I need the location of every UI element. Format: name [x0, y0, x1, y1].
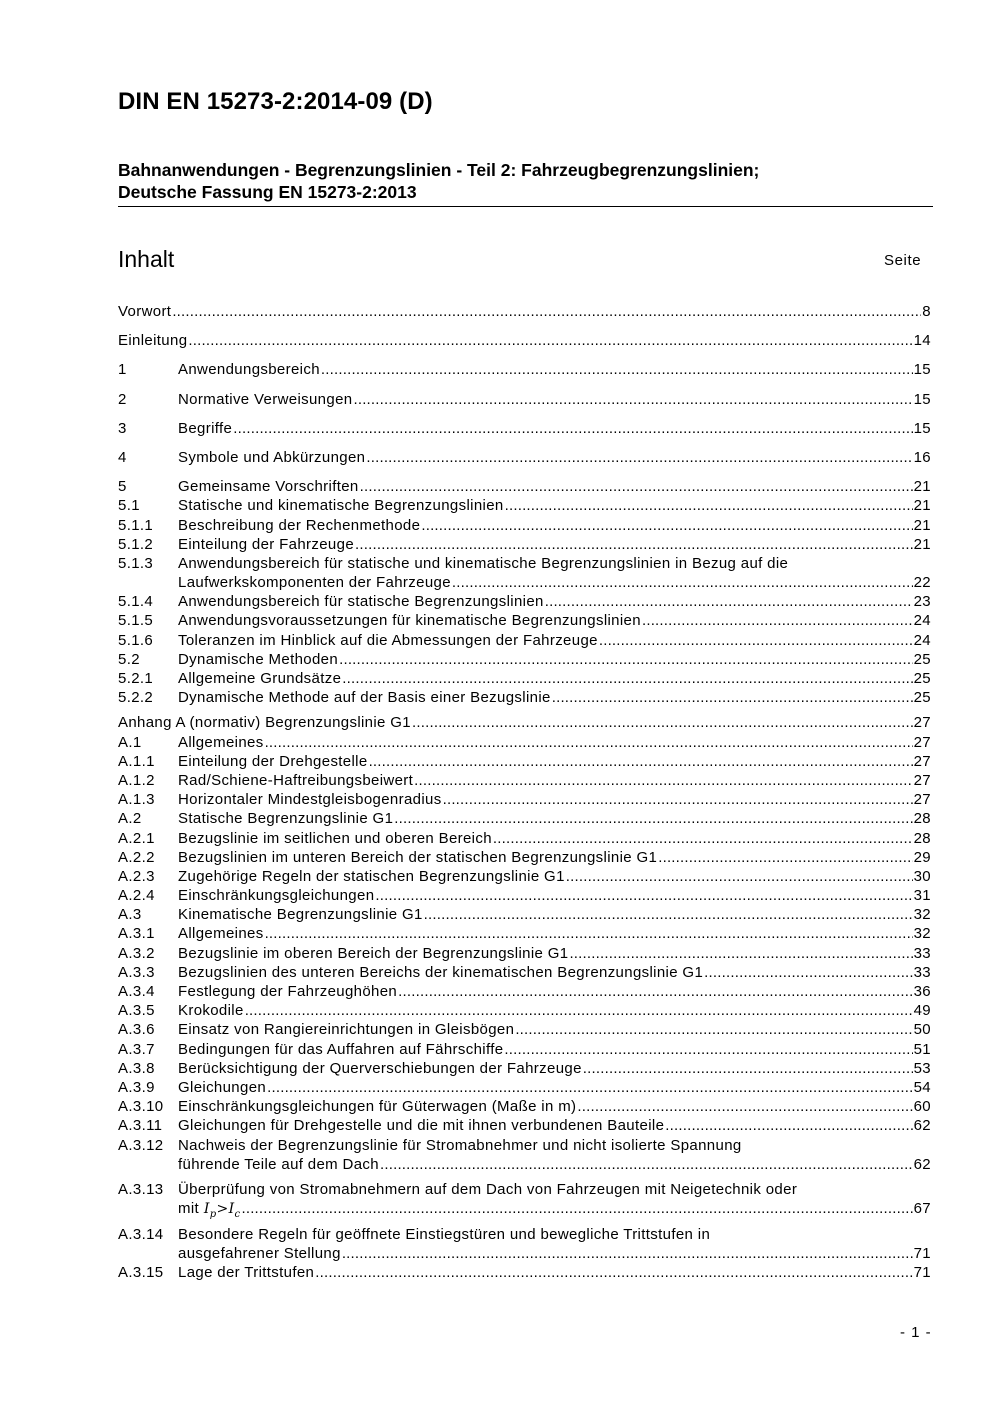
- toc-entry-title[interactable]: Lage der Trittstufen: [178, 1264, 315, 1282]
- document-subtitle: [118, 159, 933, 203]
- toc-leader-dots: [443, 790, 913, 809]
- toc-leader-dots: [658, 848, 912, 867]
- toc-entry-number: A.3.13: [118, 1180, 164, 1198]
- toc-entry-number: A.3.1: [118, 925, 155, 943]
- toc-entry-page: 28: [913, 810, 931, 828]
- subtitle-line-2: Deutsche Fassung EN 15273-2:2013: [118, 182, 417, 202]
- toc-entry-number: A.2.4: [118, 887, 155, 905]
- toc-entry-title[interactable]: Symbole und Abkürzungen: [178, 448, 366, 466]
- toc-entry-title[interactable]: Rad/Schiene-Haftreibungsbeiwert: [178, 771, 414, 789]
- toc-entry-title[interactable]: Statische Begrenzungslinie G1: [178, 810, 394, 828]
- toc-leader-dots: [394, 809, 912, 828]
- toc-entry-page: 15: [913, 390, 931, 408]
- toc-entry-title-continuation[interactable]: [118, 1199, 240, 1224]
- toc-leader-dots: [504, 1040, 912, 1059]
- toc-entry-title[interactable]: Einteilung der Drehgestelle: [178, 752, 368, 770]
- toc-heading: Inhalt: [118, 246, 175, 272]
- toc-entry[interactable]: [118, 688, 931, 707]
- toc-entry-page: 71: [913, 1264, 931, 1282]
- toc-entry-title[interactable]: Statische und kinematische Begrenzungslinien: [178, 497, 504, 515]
- toc-entry-continuation[interactable]: [118, 1244, 931, 1263]
- toc-entry-number: 5.1.3: [118, 554, 154, 572]
- toc-leader-dots: [339, 650, 913, 669]
- toc-entry[interactable]: [118, 535, 931, 554]
- toc-entry[interactable]: [118, 1263, 931, 1282]
- toc-leader-dots: [515, 1020, 912, 1039]
- math-rhs-sub: c: [234, 1208, 241, 1220]
- toc-entry-page: 24: [913, 612, 931, 630]
- toc-entry-page: 15: [913, 361, 931, 379]
- toc-leader-dots: [342, 1244, 913, 1263]
- toc-entry[interactable]: [118, 752, 931, 771]
- toc-entry-title[interactable]: Nachweis der Begrenzungslinie für Stromabnehmer und nicht isolierte Spannung: [178, 1136, 742, 1154]
- toc-leader-dots: [569, 944, 912, 963]
- toc-entry[interactable]: [118, 1116, 931, 1135]
- toc-entry-number: 5: [118, 478, 127, 496]
- toc-entry-title[interactable]: Anwendungsbereich für statische Begrenzungslinien: [178, 593, 544, 611]
- toc-leader-dots: [172, 302, 921, 321]
- toc-entry-title-continuation[interactable]: [118, 1244, 341, 1263]
- toc-entry-page: 53: [913, 1059, 931, 1077]
- toc-entry-title[interactable]: Dynamische Methoden: [178, 650, 339, 668]
- toc-entry-page: 24: [913, 631, 931, 649]
- toc-entry-page: 67: [913, 1200, 931, 1218]
- toc-entry-page: 62: [913, 1117, 931, 1135]
- toc-entry-title[interactable]: Berücksichtigung der Querverschiebungen der Fahrzeuge: [178, 1059, 582, 1077]
- continuation-text: führende Teile auf dem Dach: [178, 1155, 379, 1173]
- toc-entry-title[interactable]: Allgemeine Grundsätze: [178, 670, 342, 687]
- toc-entry[interactable]: [118, 809, 931, 828]
- toc-entry-number: 1: [118, 361, 127, 379]
- toc-entry-number: A.3.5: [118, 1002, 155, 1020]
- toc-entry-title[interactable]: Anwendungsbereich: [178, 361, 320, 379]
- toc-entry-number: 5.2: [118, 650, 140, 668]
- toc-leader-dots: [398, 982, 912, 1001]
- toc-entry-title-continuation[interactable]: [118, 573, 451, 592]
- toc-entry-title[interactable]: Allgemeines: [178, 925, 264, 943]
- toc-leader-dots: [342, 669, 912, 688]
- toc-entry-title[interactable]: Horizontaler Mindestgleisbogenradius: [178, 791, 442, 809]
- math-rhs: I: [228, 1201, 235, 1218]
- toc-leader-dots: [267, 1078, 913, 1097]
- toc-entry-number: A.3.9: [118, 1078, 155, 1096]
- toc-entry-number: 5.1.2: [118, 535, 154, 553]
- toc-entry-title[interactable]: Vorwort: [118, 303, 172, 320]
- toc-entry-number: A.1.2: [118, 771, 155, 789]
- toc-entry[interactable]: [118, 360, 931, 379]
- toc-entry[interactable]: [118, 1136, 931, 1155]
- toc-entry-page: 27: [913, 733, 931, 751]
- toc-entry-page: 8: [922, 303, 931, 320]
- toc-leader-dots: [424, 905, 913, 924]
- toc-entry-title[interactable]: Allgemeines: [178, 733, 264, 751]
- toc-entry-number: 5.2.2: [118, 689, 154, 707]
- toc-entry-number: 2: [118, 390, 127, 408]
- toc-entry-page: 16: [913, 448, 931, 466]
- toc-entry-number: 5.1.5: [118, 612, 154, 630]
- toc-entry-page: 60: [913, 1098, 931, 1116]
- toc-leader-dots: [188, 331, 912, 350]
- toc-entry[interactable]: [118, 592, 931, 611]
- toc-entry-page: 25: [913, 689, 931, 707]
- toc-entry-number: A.1.1: [118, 752, 155, 770]
- toc-entry[interactable]: [118, 1225, 931, 1244]
- toc-entry[interactable]: [118, 1078, 931, 1097]
- toc-entry[interactable]: [118, 554, 931, 573]
- toc-entry[interactable]: [118, 848, 931, 867]
- toc-entry-number: 3: [118, 419, 127, 437]
- toc-leader-dots: [315, 1263, 912, 1282]
- toc-entry-page: 27: [913, 714, 931, 732]
- toc-entry[interactable]: [118, 982, 931, 1001]
- toc-entry-continuation[interactable]: [118, 1155, 931, 1174]
- math-lhs-sub: p: [209, 1208, 217, 1220]
- toc-entry[interactable]: [118, 1097, 931, 1116]
- toc-leader-dots: [599, 631, 913, 650]
- document-title: DIN EN 15273-2:2014-09 (D): [118, 88, 433, 115]
- toc-leader-dots: [452, 573, 913, 592]
- toc-entry[interactable]: [118, 1020, 931, 1039]
- toc-entry-number: 5.2.1: [118, 670, 154, 687]
- continuation-text: mit: [178, 1200, 200, 1218]
- toc-entry-page: 54: [913, 1078, 931, 1096]
- toc-entry[interactable]: [118, 905, 931, 924]
- toc-entry[interactable]: [118, 496, 931, 515]
- toc-entry-page: 29: [913, 848, 931, 866]
- toc-entry-title[interactable]: Bezugslinien des unteren Bereichs der kinematischen Begrenzungslinie G1: [178, 963, 704, 981]
- toc-entry-continuation[interactable]: [118, 1199, 931, 1225]
- toc-entry-page: 49: [913, 1002, 931, 1020]
- toc-leader-dots: [241, 1199, 912, 1218]
- continuation-text: Laufwerkskomponenten der Fahrzeuge: [178, 574, 451, 592]
- toc-entry-page: 30: [913, 867, 931, 885]
- toc-entry-title[interactable]: Bezugslinie im seitlichen und oberen Bereich: [178, 829, 492, 847]
- toc-leader-dots: [505, 496, 913, 515]
- toc-leader-dots: [414, 771, 912, 790]
- toc-entry-title[interactable]: Zugehörige Regeln der statischen Begrenzungslinie G1: [178, 867, 565, 885]
- toc-entry-page: 32: [913, 925, 931, 943]
- toc-entry-title[interactable]: Gleichungen: [178, 1078, 267, 1096]
- toc-entry-title[interactable]: Überprüfung von Stromabnehmern auf dem Dach von Fahrzeugen mit Neigetechnik oder: [178, 1180, 798, 1198]
- toc-entry-page: 33: [913, 944, 931, 962]
- toc-entry[interactable]: [118, 944, 931, 963]
- toc-entry-page: 21: [913, 497, 931, 515]
- toc-leader-dots: [421, 516, 912, 535]
- toc-entry-number: A.2.1: [118, 829, 155, 847]
- toc-entry-page: 31: [913, 887, 931, 905]
- toc-entry-title[interactable]: Gleichungen für Drehgestelle und die mit ihnen verbundenen Bauteile: [178, 1117, 665, 1135]
- toc-entry[interactable]: [118, 650, 931, 669]
- toc-leader-dots: [265, 733, 913, 752]
- toc-entry-page: 25: [913, 670, 931, 687]
- toc-leader-dots: [380, 1155, 913, 1174]
- toc-leader-dots: [493, 829, 913, 848]
- toc-entry-number: A.3: [118, 906, 142, 924]
- toc-entry-page: 21: [913, 478, 931, 496]
- toc-entry-page: 25: [913, 650, 931, 668]
- toc-entry-page: 27: [913, 752, 931, 770]
- toc-entry-page: 23: [913, 593, 931, 611]
- toc-entry[interactable]: [118, 390, 931, 409]
- toc-entry[interactable]: [118, 302, 931, 321]
- toc-leader-dots: [233, 419, 912, 438]
- toc-entry-page: 27: [913, 771, 931, 789]
- toc-entry[interactable]: [118, 1180, 931, 1199]
- toc-entry-number: A.3.4: [118, 983, 155, 1000]
- toc-leader-dots: [375, 886, 912, 905]
- toc-entry-title[interactable]: Toleranzen im Hinblick auf die Abmessungen der Fahrzeuge: [178, 631, 598, 649]
- toc-entry-title[interactable]: Kinematische Begrenzungslinie G1: [178, 906, 423, 924]
- toc-leader-dots: [355, 535, 913, 554]
- toc-entry-number: A.3.3: [118, 963, 155, 981]
- toc-entry-number: A.3.2: [118, 944, 155, 962]
- toc-leader-dots: [321, 360, 913, 379]
- toc-entry-page: 21: [913, 516, 931, 534]
- toc-entry-number: A.2: [118, 810, 142, 828]
- toc-entry[interactable]: [118, 963, 931, 982]
- toc-entry-title[interactable]: Bedingungen für das Auffahren auf Fährschiffe: [178, 1040, 504, 1058]
- subtitle-line-1: Bahnanwendungen - Begrenzungslinien - Teil 2: Fahrzeugbegrenzungslinien;: [118, 160, 760, 180]
- toc-entry-page: 33: [913, 963, 931, 981]
- toc-entry-title[interactable]: Festlegung der Fahrzeughöhen: [178, 983, 398, 1000]
- toc-entry[interactable]: [118, 790, 931, 809]
- toc-entry-number: A.3.11: [118, 1117, 163, 1135]
- toc-leader-dots: [704, 963, 912, 982]
- math-operator: >: [216, 1201, 229, 1218]
- toc-leader-dots: [583, 1059, 913, 1078]
- toc-entry-number: 5.1.1: [118, 516, 154, 534]
- toc-leader-dots: [577, 1097, 912, 1116]
- toc-entry-title[interactable]: Anhang A (normativ) Begrenzungslinie G1: [118, 714, 411, 732]
- toc-entry-number: A.1.3: [118, 791, 155, 809]
- toc-entry[interactable]: [118, 448, 931, 467]
- math-expression: [199, 1201, 241, 1220]
- toc-entry-number: 5.1: [118, 497, 140, 515]
- toc-entry[interactable]: [118, 516, 931, 535]
- toc-entry[interactable]: [118, 886, 931, 905]
- toc-entry[interactable]: [118, 611, 931, 630]
- toc-leader-dots: [665, 1116, 912, 1135]
- toc-entry-title[interactable]: Einschränkungsgleichungen: [178, 887, 375, 905]
- toc-entry-page: 50: [913, 1021, 931, 1039]
- toc-entry[interactable]: [118, 771, 931, 790]
- toc-entry-title[interactable]: Anwendungsbereich für statische und kinematische Begrenzungslinien in Bezug auf die: [178, 554, 789, 572]
- page-number: - 1 -: [900, 1324, 932, 1341]
- toc-entry[interactable]: [118, 1001, 931, 1020]
- page-column-label: Seite: [884, 252, 922, 269]
- toc-entry[interactable]: [118, 331, 931, 350]
- toc-entry[interactable]: [118, 733, 931, 752]
- toc-entry[interactable]: [118, 631, 931, 650]
- toc-entry-number: A.3.7: [118, 1040, 155, 1058]
- toc-entry-page: 71: [913, 1245, 931, 1263]
- toc-leader-dots: [366, 448, 912, 467]
- toc-leader-dots: [369, 752, 913, 771]
- toc-leader-dots: [566, 867, 913, 886]
- toc-entry-continuation[interactable]: [118, 573, 931, 592]
- toc-entry-title[interactable]: Begriffe: [178, 419, 233, 437]
- toc-entry-title[interactable]: Einsatz von Rangiereinrichtungen in Gleisbögen: [178, 1021, 515, 1039]
- toc-entry[interactable]: [118, 1040, 931, 1059]
- toc-entry-title[interactable]: Gemeinsame Vorschriften: [178, 478, 359, 496]
- toc-entry-title[interactable]: Einschränkungsgleichungen für Güterwagen (Maße in m): [178, 1098, 577, 1116]
- toc-leader-dots: [265, 924, 913, 943]
- continuation-text: ausgefahrener Stellung: [178, 1245, 341, 1263]
- toc-entry[interactable]: [118, 1059, 931, 1078]
- toc-entry-page: 21: [913, 535, 931, 553]
- toc-entry[interactable]: [118, 477, 931, 496]
- toc-entry-number: A.3.8: [118, 1059, 155, 1077]
- toc-entry-number: A.2.2: [118, 848, 155, 866]
- toc-entry[interactable]: [118, 669, 931, 688]
- toc-leader-dots: [353, 390, 912, 409]
- table-of-contents: [118, 300, 931, 1283]
- toc-entry-title[interactable]: Krokodile: [178, 1002, 244, 1020]
- toc-entry-page: 51: [913, 1040, 931, 1058]
- toc-entry-title[interactable]: Bezugslinien im unteren Bereich der statischen Begrenzungslinie G1: [178, 848, 658, 866]
- toc-entry-title[interactable]: Einteilung der Fahrzeuge: [178, 535, 355, 553]
- toc-leader-dots: [360, 477, 913, 496]
- title-divider: [118, 206, 933, 207]
- toc-entry-page: 27: [913, 791, 931, 809]
- toc-entry[interactable]: [118, 829, 931, 848]
- toc-entry-title[interactable]: Dynamische Methode auf der Basis einer Bezugslinie: [178, 689, 551, 707]
- toc-entry-page: 28: [913, 829, 931, 847]
- math-lhs: I: [203, 1201, 210, 1218]
- toc-entry-number: 4: [118, 448, 127, 466]
- toc-entry-title[interactable]: Bezugslinie im oberen Bereich der Begrenzungslinie G1: [178, 944, 569, 962]
- toc-entry-number: A.3.10: [118, 1098, 164, 1116]
- toc-entry-number: A.2.3: [118, 867, 155, 885]
- toc-entry-number: A.3.6: [118, 1021, 155, 1039]
- toc-leader-dots: [412, 713, 913, 732]
- toc-entry-number: A.1: [118, 733, 142, 751]
- toc-entry-page: 32: [913, 906, 931, 924]
- toc-entry-title-continuation[interactable]: [118, 1155, 379, 1174]
- toc-leader-dots: [245, 1001, 913, 1020]
- toc-entry-number: 5.1.4: [118, 593, 154, 611]
- toc-entry-title[interactable]: Einleitung: [118, 332, 188, 350]
- toc-entry[interactable]: [118, 867, 931, 886]
- toc-entry-title[interactable]: Anwendungsvoraussetzungen für kinematische Begrenzungslinien: [178, 612, 641, 630]
- toc-entry-page: 22: [913, 574, 931, 592]
- toc-entry[interactable]: [118, 419, 931, 438]
- toc-entry-title[interactable]: Besondere Regeln für geöffnete Einstiegstüren und bewegliche Trittstufen in: [178, 1226, 711, 1244]
- toc-entry-number: A.3.14: [118, 1226, 164, 1244]
- toc-entry-page: 15: [913, 419, 931, 437]
- toc-leader-dots: [642, 611, 913, 630]
- toc-entry-page: 62: [913, 1155, 931, 1173]
- toc-entry-page: 14: [913, 332, 931, 350]
- toc-entry-page: 36: [913, 983, 931, 1000]
- toc-entry[interactable]: [118, 924, 931, 943]
- toc-leader-dots: [552, 688, 913, 707]
- toc-entry-number: 5.1.6: [118, 631, 154, 649]
- toc-entry-title[interactable]: Beschreibung der Rechenmethode: [178, 516, 421, 534]
- toc-entry-number: A.3.15: [118, 1264, 164, 1282]
- toc-entry[interactable]: [118, 713, 931, 732]
- toc-leader-dots: [545, 592, 913, 611]
- toc-entry-number: A.3.12: [118, 1136, 164, 1154]
- toc-entry-title[interactable]: Normative Verweisungen: [178, 390, 353, 408]
